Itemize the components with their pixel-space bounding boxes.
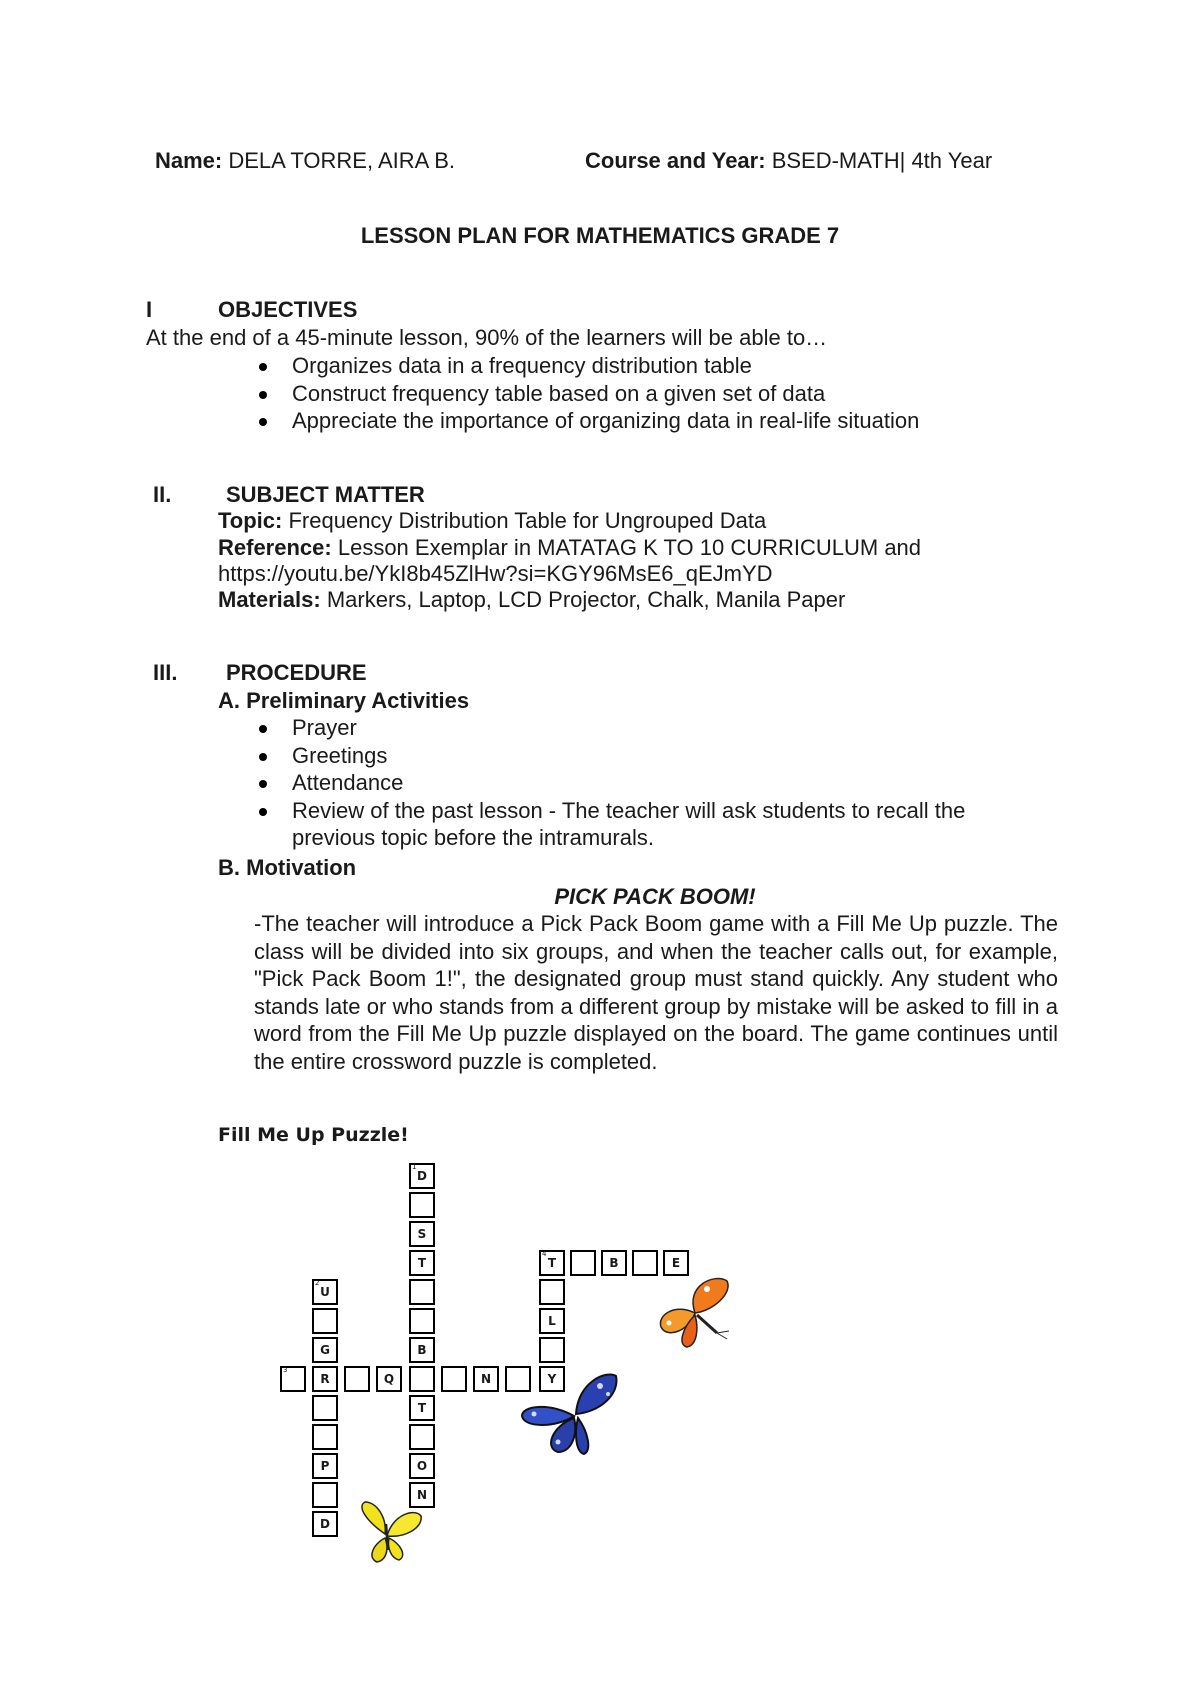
crossword-cell[interactable]: Y bbox=[539, 1366, 565, 1392]
crossword-cell[interactable] bbox=[409, 1366, 435, 1392]
page-title: LESSON PLAN FOR MATHEMATICS GRADE 7 bbox=[360, 223, 840, 248]
crossword-cell[interactable]: T bbox=[409, 1395, 435, 1421]
list-item: Attendance bbox=[292, 769, 965, 797]
crossword-cell[interactable]: S bbox=[409, 1221, 435, 1247]
reference-url: https://youtu.be/YkI8b45ZlHw?si=KGY96MsE6_qEJmYD bbox=[218, 561, 773, 586]
crossword-cell[interactable]: L bbox=[539, 1308, 565, 1334]
crossword-cell[interactable] bbox=[539, 1279, 565, 1305]
crossword-cell[interactable]: B bbox=[601, 1250, 627, 1276]
crossword-cell[interactable]: 3 bbox=[280, 1366, 306, 1392]
crossword-cell[interactable]: N bbox=[409, 1482, 435, 1508]
list-item: Review of the past lesson - The teacher will ask students to recall the bbox=[292, 797, 966, 823]
student-name: Name: DELA TORRE, AIRA B. bbox=[155, 148, 455, 173]
motivation-heading: B. Motivation bbox=[218, 855, 357, 880]
crossword-cell[interactable] bbox=[539, 1337, 565, 1363]
list-item: Organizes data in a frequency distribution table bbox=[292, 352, 919, 380]
crossword-cell[interactable]: G bbox=[312, 1337, 338, 1363]
section-heading-subject-matter: SUBJECT MATTER bbox=[226, 482, 425, 507]
section-heading-objectives: OBJECTIVES bbox=[218, 297, 358, 322]
preliminary-item-continuation: previous topic before the intramurals. bbox=[292, 825, 654, 850]
list-item: Appreciate the importance of organizing data in real-life situation bbox=[292, 408, 920, 433]
game-description: -The teacher will introduce a Pick Pack Boom game with a Fill Me Up puzzle. The class will be divided into six groups, and when the teacher calls out, for example, "Pick Pack Boom 1!", the designated group must stand quickly. Any student who stands late or who stands from a different group by mistake will be asked to fill in a word from the Fill Me Up puzzle displayed on the board. The game continues until the entire crossword puzzle is completed. bbox=[254, 911, 1058, 1074]
preliminary-list bbox=[292, 714, 965, 824]
list-item: Prayer bbox=[292, 714, 965, 742]
orange-butterfly-image bbox=[655, 1275, 735, 1350]
list-item: Construct frequency table based on a given set of data bbox=[292, 380, 919, 408]
puzzle-title: Fill Me Up Puzzle! bbox=[218, 1124, 409, 1146]
crossword-cell[interactable] bbox=[312, 1482, 338, 1508]
crossword-cell[interactable]: P bbox=[312, 1453, 338, 1479]
game-title: PICK PACK BOOM! bbox=[554, 884, 756, 909]
course-and-year: Course and Year: BSED-MATH| 4th Year bbox=[585, 148, 993, 173]
crossword-cell[interactable]: N bbox=[473, 1366, 499, 1392]
crossword-cell[interactable] bbox=[441, 1366, 467, 1392]
blue-butterfly-image bbox=[518, 1368, 623, 1458]
crossword-cell[interactable]: R bbox=[312, 1366, 338, 1392]
section-numeral: III. bbox=[153, 660, 178, 685]
crossword-cell[interactable]: Q bbox=[376, 1366, 402, 1392]
crossword-cell[interactable]: E bbox=[663, 1250, 689, 1276]
section-numeral: II. bbox=[153, 482, 172, 507]
crossword-cell[interactable] bbox=[409, 1279, 435, 1305]
section-heading-procedure: PROCEDURE bbox=[226, 660, 367, 685]
crossword-cell[interactable]: 4 T bbox=[539, 1250, 565, 1276]
crossword-cell[interactable] bbox=[409, 1308, 435, 1334]
crossword-cell[interactable]: 2 U bbox=[312, 1279, 338, 1305]
crossword-cell[interactable]: O bbox=[409, 1453, 435, 1479]
crossword-cell[interactable] bbox=[570, 1250, 596, 1276]
crossword-cell[interactable] bbox=[632, 1250, 658, 1276]
materials-line: Materials: Markers, Laptop, LCD Projector, Chalk, Manila Paper bbox=[218, 587, 846, 612]
crossword-cell[interactable]: B bbox=[409, 1337, 435, 1363]
crossword-cell[interactable] bbox=[409, 1424, 435, 1450]
crossword-cell[interactable] bbox=[344, 1366, 370, 1392]
crossword-cell[interactable] bbox=[312, 1308, 338, 1334]
reference-line: Reference: Lesson Exemplar in MATATAG K TO 10 CURRICULUM and bbox=[218, 535, 922, 560]
list-item: Greetings bbox=[292, 742, 965, 770]
crossword-cell[interactable] bbox=[312, 1395, 338, 1421]
yellow-butterfly-image bbox=[355, 1500, 427, 1566]
section-numeral: I bbox=[146, 297, 153, 322]
objectives-list bbox=[292, 352, 919, 435]
crossword-cell[interactable]: 1 D bbox=[409, 1163, 435, 1189]
objectives-intro: At the end of a 45-minute lesson, 90% of the learners will be able to… bbox=[146, 325, 828, 350]
crossword-cell[interactable]: T bbox=[409, 1250, 435, 1276]
crossword-cell[interactable]: D bbox=[312, 1511, 338, 1537]
topic-line: Topic: Frequency Distribution Table for Ungrouped Data bbox=[218, 508, 767, 533]
preliminary-heading: A. Preliminary Activities bbox=[218, 688, 470, 713]
crossword-cell[interactable] bbox=[312, 1424, 338, 1450]
crossword-cell[interactable] bbox=[409, 1192, 435, 1218]
